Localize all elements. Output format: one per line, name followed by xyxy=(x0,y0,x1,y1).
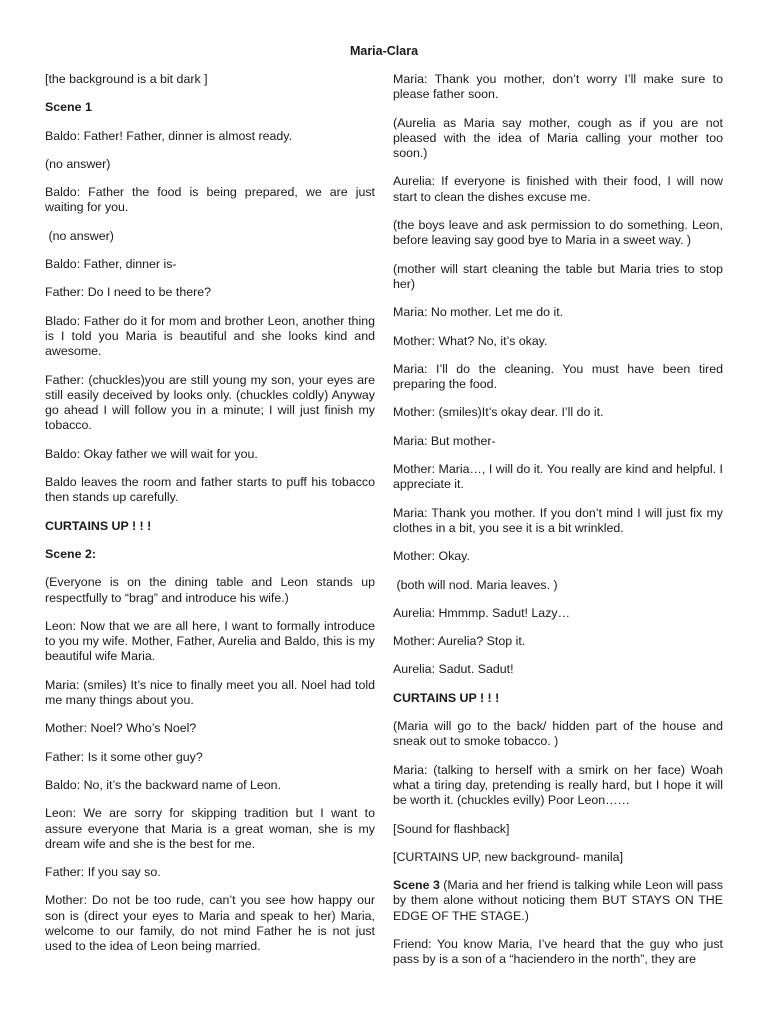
dialogue-line: Mother: Maria…, I will do it. You really are kind and helpful. I appreciate it. xyxy=(393,462,723,492)
dialogue-line: Mother: (smiles)It’s okay dear. I’ll do it. xyxy=(393,405,604,420)
dialogue-line: Maria: I’ll do the cleaning. You must have been tired preparing the food. xyxy=(393,361,723,392)
dialogue-line: Maria: (smiles) It’s nice to finally meet you all. Noel had told me many things about you. xyxy=(45,677,375,708)
right-column xyxy=(393,72,723,981)
dialogue-line: Baldo: Father, dinner is- xyxy=(45,257,177,272)
scene-3-paragraph xyxy=(393,878,723,924)
dialogue-line: Mother: Aurelia? Stop it. xyxy=(393,634,526,649)
scene-heading: Scene 1 xyxy=(45,100,92,115)
stage-direction: (both will nod. Maria leaves. ) xyxy=(393,577,558,592)
left-column xyxy=(45,72,375,968)
stage-direction: [Sound for flashback] xyxy=(393,821,510,836)
stage-direction: [the background is a bit dark ] xyxy=(45,72,208,86)
dialogue-line: Maria: Thank you mother, don’t worry I’ll make sure to please father soon. xyxy=(393,72,723,102)
stage-direction: Baldo leaves the room and father starts to puff his tobacco then stands up carefully. xyxy=(45,475,375,505)
dialogue-line: Mother: Do not be too rude, can’t you see how happy our son is (direct your eyes to Maria and speak to her) Maria, welcome to our family, do not mind Father he is not just used to the idea of Leon being married. xyxy=(45,893,375,954)
dialogue-line: Baldo: No, it’s the backward name of Leon. xyxy=(45,777,282,792)
dialogue-line: Father: If you say so. xyxy=(45,865,161,880)
dialogue-line: Aurelia: Sadut. Sadut! xyxy=(393,662,514,677)
dialogue-line: Mother: Okay. xyxy=(393,549,470,564)
dialogue-line: Aurelia: If everyone is finished with their food, I will now start to clean the dishes excuse me. xyxy=(393,174,723,204)
stage-direction: (the boys leave and ask permission to do something. Leon, before leaving say good bye to Maria in a sweet way. ) xyxy=(393,218,723,248)
stage-direction: (Aurelia as Maria say mother, cough as if you are not pleased with the idea of Maria calling your mother too soon.) xyxy=(393,115,723,161)
dialogue-line: Father: Is it some other guy? xyxy=(45,749,203,764)
stage-direction: (Everyone is on the dining table and Leon stands up respectfully to “brag” and introduce his wife.) xyxy=(45,575,375,605)
dialogue-line: Maria: Thank you mother. If you don’t mind I will just fix my clothes in a bit, you see it is a bit wrinkled. xyxy=(393,505,723,535)
dialogue-line: Leon: We are sorry for skipping tradition but I want to assure everyone that Maria is a great woman, she is my dream wife and she is the best for me. xyxy=(45,806,375,851)
stage-direction: (Maria will go to the back/ hidden part of the house and sneak out to smoke tobacco. ) xyxy=(393,719,723,749)
dialogue-line: Mother: Noel? Who’s Noel? xyxy=(45,721,197,736)
curtains-heading: CURTAINS UP ! ! ! xyxy=(393,690,500,705)
dialogue-line: Leon: Now that we are all here, I want to formally introduce to you my wife. Mother, Father, Aurelia and Baldo, this is my beautiful wife Maria. xyxy=(45,618,375,664)
stage-direction: (no answer) xyxy=(45,156,111,171)
curtains-heading: CURTAINS UP ! ! ! xyxy=(45,518,152,533)
dialogue-line: Maria: (talking to herself with a smirk on her face) Woah what a tiring day, pretending is really hard, but I hope it will be worth it. (chuckles evilly) Poor Leon…… xyxy=(393,762,723,808)
dialogue-line: Baldo: Father the food is being prepared, we are just waiting for you. xyxy=(45,185,375,215)
document-title: Maria-Clara xyxy=(349,44,419,58)
stage-direction: (no answer) xyxy=(45,228,114,243)
dialogue-line: Maria: But mother- xyxy=(393,433,496,448)
dialogue-line: Blado: Father do it for mom and brother Leon, another thing is I told you Maria is beautiful and she looks kind and awesome. xyxy=(45,313,375,359)
dialogue-line: Baldo: Father! Father, dinner is almost ready. xyxy=(45,128,293,143)
dialogue-line: Maria: No mother. Let me do it. xyxy=(393,305,564,320)
dialogue-line: Mother: What? No, it’s okay. xyxy=(393,333,548,348)
stage-direction: (Maria and her friend is talking while Leon will pass by them alone without noticing them BUT STAYS ON THE EDGE OF THE STAGE.) xyxy=(393,878,723,923)
dialogue-line: Aurelia: Hmmmp. Sadut! Lazy… xyxy=(393,605,570,620)
stage-direction: (mother will start cleaning the table but Maria tries to stop her) xyxy=(393,261,723,291)
dialogue-line: Friend: You know Maria, I’ve heard that the guy who just pass by is a son of a “haciendero in the north”, they are xyxy=(393,936,723,967)
dialogue-line: Baldo: Okay father we will wait for you. xyxy=(45,446,258,461)
dialogue-line: Father: Do I need to be there? xyxy=(45,285,212,300)
stage-direction: [CURTAINS UP, new background- manila] xyxy=(393,849,624,864)
dialogue-line: Father: (chuckles)you are still young my son, your eyes are still easily deceived by looks only. (chuckles coldly) Anyway go ahead I will follow you in a minute; I will just finish my tobacco. xyxy=(45,372,375,433)
scene-heading: Scene 3 xyxy=(393,878,440,893)
scene-heading: Scene 2: xyxy=(45,546,96,561)
